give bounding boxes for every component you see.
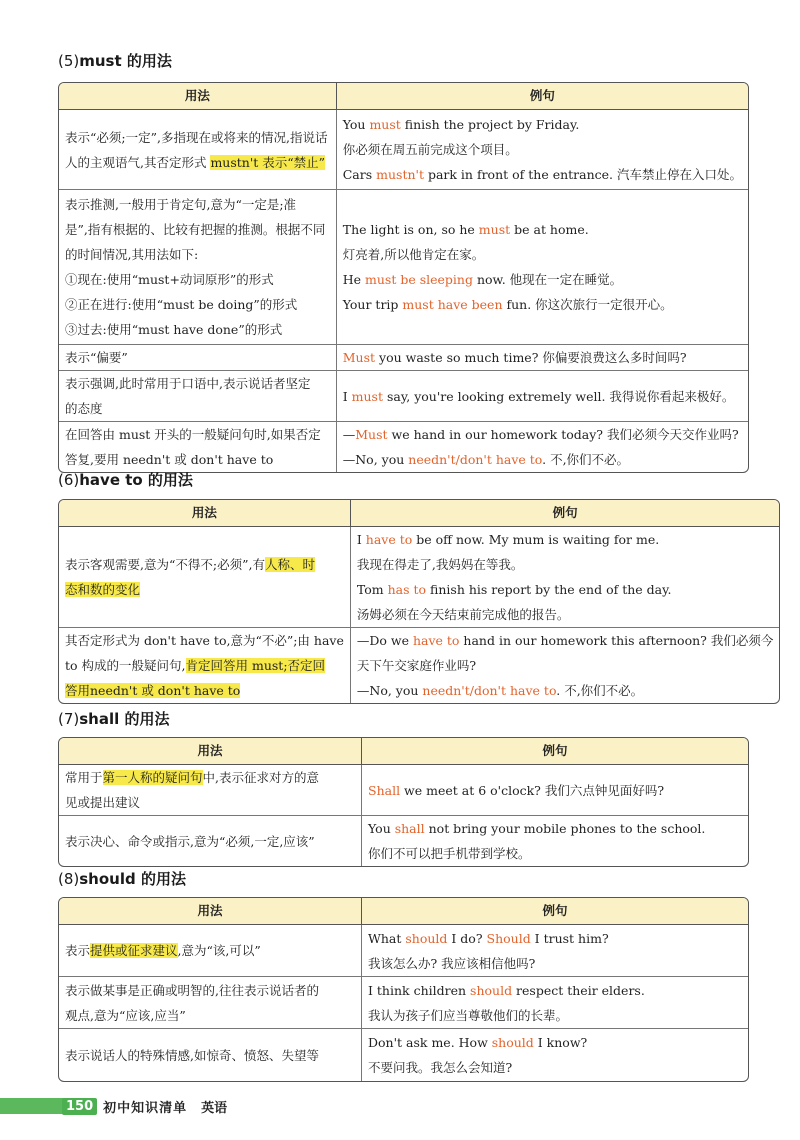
table-row (59, 110, 748, 190)
must-usage-table (58, 82, 749, 473)
table-header-row (59, 500, 779, 527)
usage-cell: 表示决心、命令或指示,意为“必须,一定,应该” (59, 816, 362, 866)
page-number: 150 (62, 1098, 97, 1115)
example-cell: Must you waste so much time? 你偏要浪费这么多时间吗? (337, 345, 748, 371)
example-cell: —Must we hand in our homework today? 我们必须今天交作业吗? —No, you needn't/don't have to. 不,你们不必。 (342, 427, 739, 467)
table-header-row (59, 738, 748, 765)
usage-cell: 其否定形式为 don't have to,意为“不必”;由 have to 构成的一般疑问句,肯定回答用 must;否定回 答用needn't 或 don't have to (59, 628, 351, 703)
example-cell: The light is on, so he must be at home. 灯亮着,所以他肯定在家。 He must be sleeping now. 他现在一定在睡觉。 Your trip must have been fun. 你这次旅行一定很开心。 (337, 190, 748, 345)
example-cell: Shall we meet at 6 o'clock? 我们六点钟见面好吗? (362, 765, 748, 816)
example-cell: What should I do? Should I trust him? 我该怎么办? 我应该相信他吗? (362, 925, 748, 977)
example-header: 例句 (351, 500, 779, 527)
table-row (59, 527, 779, 628)
example-cell: Don't ask me. How should I know? 不要问我。我怎么会知道? (368, 1035, 588, 1075)
table-row (59, 628, 779, 703)
usage-cell: 表示“偏要” (59, 345, 337, 371)
example-cell: I must say, you're looking extremely well. 我得说你看起来极好。 (337, 371, 748, 422)
example-cell: I have to be off now. My mum is waiting for me. 我现在得走了,我妈妈在等我。 Tom has to finish his report by the end of the day. 汤姆必须在今天结束前完成他的报告。 (351, 527, 779, 628)
usage-cell: 表示推测,一般用于肯定句,意为“一定是;准 是”,指有根据的、比较有把握的推测。根据不同 的时间情况,其用法如下: ①现在:使用“must+动词原形”的形式 ②正在进行:使用“must be doing”的形式 ③过去:使用“must have done”的形式 (59, 190, 337, 345)
subject-label: 英语 (201, 1100, 228, 1116)
table-row (59, 977, 748, 1029)
section-title-should: (8)should 的用法 (58, 870, 186, 888)
usage-cell: 表示“必须;一定”,多指现在或将来的情况,指说话 人的主观语气,其否定形式 mustn't 表示“禁止” (59, 110, 337, 190)
table-row (59, 765, 748, 816)
example-cell: I think children should respect their elders. 我认为孩子们应当尊敬他们的长辈。 (362, 977, 748, 1029)
book-title: 初中知识清单 (103, 1100, 188, 1116)
table-row (59, 422, 748, 472)
usage-cell: 表示做某事是正确或明智的,往往表示说话者的 观点,意为“应该,应当” (59, 977, 362, 1029)
table-row (59, 345, 748, 371)
table-header-row (59, 898, 748, 925)
section-title-shall: (7)shall 的用法 (58, 710, 170, 728)
have-to-usage-table (58, 499, 780, 704)
usage-header: 用法 (59, 500, 351, 527)
table-row (59, 816, 748, 866)
section-title-must: (5)must 的用法 (58, 52, 172, 70)
example-cell: You shall not bring your mobile phones to the school. 你们不可以把手机带到学校。 (368, 821, 706, 861)
table-row (59, 925, 748, 977)
page-footer (0, 1095, 320, 1117)
table-row (59, 190, 748, 345)
usage-cell: 表示说话人的特殊情感,如惊奇、愤怒、失望等 (59, 1029, 362, 1081)
table-header-row (59, 83, 748, 110)
should-usage-table (58, 897, 749, 1082)
usage-header: 用法 (59, 898, 362, 925)
usage-cell: 表示强调,此时常用于口语中,表示说话者坚定 的态度 (59, 371, 337, 422)
example-header: 例句 (362, 898, 748, 925)
usage-cell: 表示客观需要,意为“不得不;必须”,有人称、时 态和数的变化 (59, 527, 351, 628)
shall-usage-table (58, 737, 749, 867)
example-cell: —Do we have to hand in our homework this afternoon? 我们必须今 天下午交家庭作业吗? —No, you needn't/don't have to. 不,你们不必。 (356, 633, 774, 698)
table-row (59, 1029, 748, 1081)
example-cell: You must finish the project by Friday. 你必须在周五前完成这个项目。 Cars mustn't park in front of the entrance. 汽车禁止停在入口处。 (337, 110, 748, 190)
section-title-have-to: (6)have to 的用法 (58, 471, 193, 489)
footer-accent-bar (0, 1098, 66, 1114)
usage-cell: 在回答由 must 开头的一般疑问句时,如果否定 答复,要用 needn't 或 don't have to (59, 422, 337, 472)
usage-cell: 表示提供或征求建议,意为“该,可以” (59, 925, 362, 977)
usage-header: 用法 (59, 83, 337, 110)
example-header: 例句 (362, 738, 748, 765)
usage-cell: 常用于第一人称的疑问句中,表示征求对方的意 见或提出建议 (59, 765, 362, 816)
example-header: 例句 (337, 83, 748, 110)
table-row (59, 371, 748, 422)
usage-header: 用法 (59, 738, 362, 765)
